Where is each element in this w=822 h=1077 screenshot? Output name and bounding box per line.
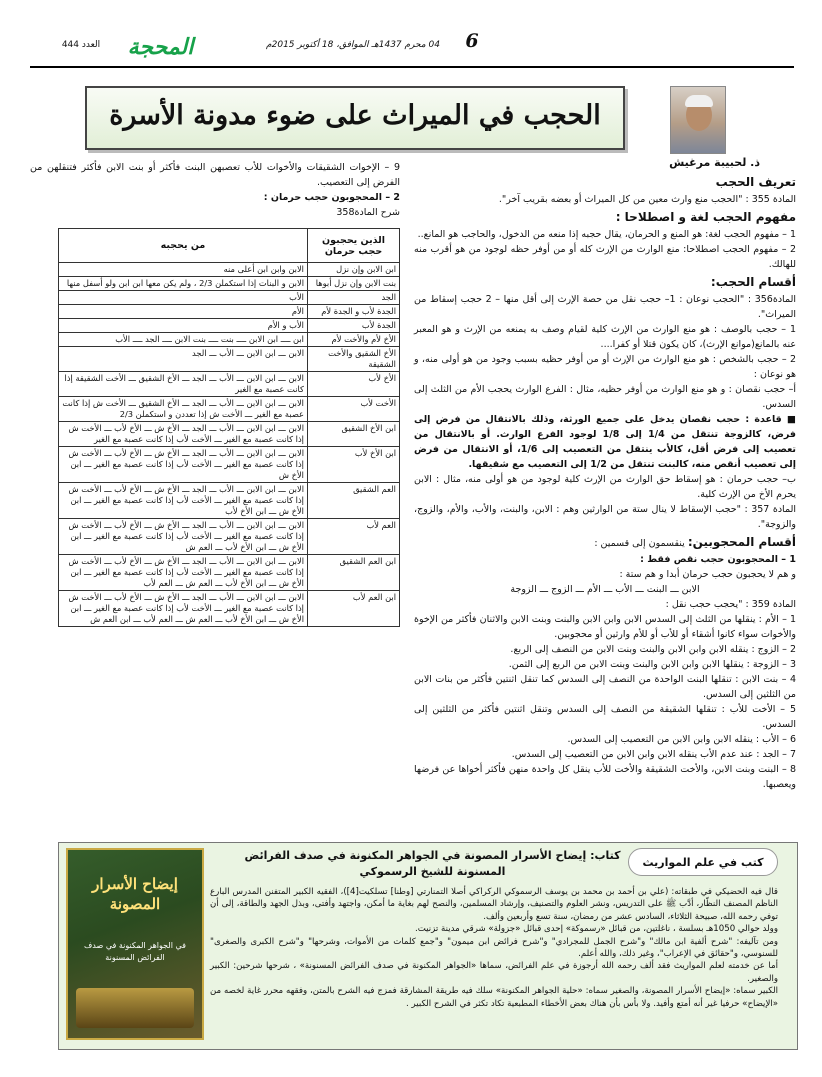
blocker-cell: الابن و البنات إذا استكملن 2/3 ، ولم يكن معها ابن ابن ولو أسفل منها bbox=[59, 277, 308, 291]
hajb-table bbox=[58, 228, 400, 627]
paragraph: 4 – بنت الابن : تنقلها البنت الواحدة من النصف إلى السدس كما تنقل اثنتين فأكثر من بنات الابن من الثلثين إلى السدس. bbox=[414, 674, 796, 700]
paragraph: 1 – حجب بالوصف : هو منع الوارث من الإرث كلية لقيام وصف به يمنعه من الإرث و هو المعبر عنه بالمانع(موانع الإرث)، كان يكون قتلا أو كفرا.... bbox=[414, 324, 796, 350]
section-tag: كتب في علم المواريث bbox=[628, 848, 778, 876]
table-row bbox=[59, 591, 400, 627]
book-paragraph: أما عن خدمته لعلم المواريث فقد ألف رحمه الله أرجوزة في علم الفرائض، سماها «الجواهر المكنونة في صدف الفرائض المسنونة» ، شرحها شرحين: الكبير والصغير. bbox=[210, 961, 778, 984]
right-column bbox=[414, 172, 796, 792]
book-cover-title: إيضاح الأسرار المصونة bbox=[92, 875, 178, 913]
book-title: كتاب: إيضاح الأسرار المصونة في الجواهر المكنونة في صدف الفرائض المسنونة للشيخ الرسموكي bbox=[244, 849, 621, 878]
heir-cell: ابن العم لأب bbox=[308, 591, 400, 627]
table-row bbox=[59, 305, 400, 319]
section-heading: أقسام الحجب: bbox=[710, 275, 796, 289]
table-row bbox=[59, 277, 400, 291]
table-row bbox=[59, 319, 400, 333]
table-row bbox=[59, 397, 400, 422]
table-row bbox=[59, 347, 400, 372]
paragraph: المادة 357 : "حجب الإسقاط لا ينال ستة من الوارثين وهم : الابن، والبنت، والأب، والأم، والزوج، والزوجة". bbox=[414, 504, 796, 530]
blocker-cell: الابن ـــ ابن الابن ـــ الأب ـــ الجد ـــ الأخ ش ـــ الأخ لأب ـــ الأخت ش إذا كانت عصبة مع الغير ـــ الأخت لأب إذا كانت عصبة مع الغير bbox=[59, 422, 308, 447]
blocker-cell: الابن ـــ ابن الابن ـــ الأب ـــ الجد ـــ الأخ ش ـــ الأخ لأب ـــ الأخت ش إذا كانت عصبة مع الغير ـــ الأخت لأب إذا كانت عصبة مع الغير ـــ ابن الأخ ش ـــ ابن الأخ لأب ـــ العم ش ـــ العم لأب bbox=[59, 555, 308, 591]
page-number: 6 bbox=[465, 30, 479, 52]
book-paragraph: وولد حوالي 1050هـ بسلسة ، ناغلتين، من قبائل «رسموكة» إحدى قبائل «جزولة» شرقي مدينة تزنيت. bbox=[415, 924, 778, 935]
paragraph: الابن ـــ البنت ـــ الأب ـــ الأم ـــ الزوج ـــ الزوجة bbox=[510, 584, 700, 595]
blocker-cell: الابن ـــ ابن الابن ـــ الأب ـــ الجد ـــ الأخ ش ـــ الأخ لأب ـــ الأخت ش إذا كانت عصبة مع الغير ـــ الأخت لأب إذا كانت عصبة مع الغير ـــ ابن الأخ ش ـــ ابن الأخ لأب ـــ العم ش bbox=[59, 519, 308, 555]
paragraph-inline: ينقسمون إلى قسمين : bbox=[594, 538, 685, 549]
paragraph: المادة356 : "الحجب نوعان : 1– حجب نقل من حصة الإرث إلى أقل منها – 2 حجب إسقاط من الميراث". bbox=[414, 294, 796, 320]
heir-cell: الجدة لأب و الجدة لأم bbox=[308, 305, 400, 319]
paragraph: 5 – الأخت للأب : تنقلها الشقيقة من النصف إلى السدس وتنقل اثنتين فأكثر من الثلثين إلى السدس. bbox=[414, 704, 796, 730]
section-heading: أقسام المحجوبين: bbox=[687, 535, 796, 549]
paragraph: 1 – مفهوم الحجب لغة: هو المنع و الحرمان، يقال حجبه إذا منعه من الدخول، والحاجب هو المانع.. bbox=[417, 229, 796, 240]
paragraph: 2 – الزوج : ينقله الابن وابن الابن والبنت وبنت الابن من النصف إلى الربع. bbox=[510, 644, 796, 655]
item-2-heading: 2 – المحجوبون حجب حرمان : bbox=[263, 192, 400, 203]
table-row bbox=[59, 555, 400, 591]
table-row bbox=[59, 483, 400, 519]
article-title-box bbox=[85, 86, 625, 150]
blocker-cell: الأب و الأم bbox=[59, 319, 308, 333]
table-header-cell: من يحجبه bbox=[59, 229, 308, 263]
blocker-cell: ابن ــــ ابن الابن ــــ بنت ــــ بنت الابن ــــ الجد ــــ الأب bbox=[59, 333, 308, 347]
blocker-cell: الأم bbox=[59, 305, 308, 319]
paragraph: المادة 359 : "يحجب حجب نقل : bbox=[665, 599, 796, 610]
book-cover-image bbox=[66, 848, 204, 1040]
book-cover-ornament bbox=[76, 988, 194, 1028]
blocker-cell: الابن ـــ ابن الابن ـــ الأب ـــ الجد ـــ الأخ ش ـــ الأخ لأب ـــ الأخت ش إذا كانت عصبة مع الغير ـــ الأخت لأب إذا كانت عصبة مع الغير ـــ ابن الأخ ش bbox=[59, 447, 308, 483]
book-cover-subtitle: في الجواهر المكنونة في صدف الفرائض المسنونة bbox=[83, 941, 187, 962]
article-title: الحجب في الميراث على ضوء مدونة الأسرة bbox=[109, 100, 601, 131]
header-rule bbox=[30, 66, 794, 68]
table-row bbox=[59, 333, 400, 347]
book-paragraph: قال فيه الحضيكي في طبقاته: (علي بن أحمد بن محمد بن يوسف الرسموكي الركراكي أصلا التمنارتي [وطنا] تسلكيت[4])، الفقيه الكبير المتفنن المدرس البارع الناظم المصنف النظّار، أدَّب ﷺ على التدريس، ونشر العلوم والتصنيف، وإرشاد المسلمين، والنصح لهم بغاية ما أمكن، واجتهد وأفتى، وبذل الجهد والطاقة، إلى أن توفي رحمه الله، صبيحة الثلاثاء، السادس عشر من رمضان، سنة تسع وأربعين وألف. bbox=[210, 887, 779, 922]
author-name: ذ. لحبيبة مرغيش bbox=[669, 156, 760, 169]
heir-cell: ابن الأخ الشقيق bbox=[308, 422, 400, 447]
table-header-row bbox=[59, 229, 400, 263]
heir-cell: الأخ الشقيق والأخت الشقيقة bbox=[308, 347, 400, 372]
issue-date: 04 محرم 1437هـ الموافق، 18 أكتوبر 2015م bbox=[266, 40, 440, 50]
table-row bbox=[59, 372, 400, 397]
table-row bbox=[59, 447, 400, 483]
table-row bbox=[59, 291, 400, 305]
heir-cell: الجد bbox=[308, 291, 400, 305]
table-header-cell: الذين يحجبون حجب حرمان bbox=[308, 229, 400, 263]
book-paragraph: ومن تآليفه: "شرح ألفية ابن مالك" و"شرح الجمل للمجرادي" و"شرح فرائض ابن ميمون" و"جمع كلمات من الأموات، وشرحها" و"شرح الكبرى والصغرى" للسنوسي، و"حقائق في الإعراب"، وغير ذلك، والله أعلم. bbox=[210, 936, 778, 960]
article-explain: شرح المادة358 bbox=[336, 207, 400, 218]
rule-paragraph: ■ قاعدة : حجب نقصان يدخل على جميع الورثة، وذلك بالانتقال من فرض إلى فرض، كالزوجة تنتقل من 1/4 إلى 1/8 لوجود الفرع الوارث. أو بالانتقال من تعصيب إلى فرض أقل، كالأب ينتقل من التعصيب إلى 1/6، أو الانتقال من فرض إلى تعصيب أنقص منه، كالبنت تنتقل من 1/2 إلى التعصيب مع شقيقها. bbox=[414, 414, 796, 470]
paragraph: 1 – المحجوبون حجب نقص فقط : bbox=[640, 554, 796, 565]
paragraph: 2 – حجب بالشخص : هو منع الوارث من الإرث أو من أوفر حظيه بسبب وجود من هو أولى منه، و هو نوعان : bbox=[414, 354, 796, 380]
issue-number: العدد 444 bbox=[61, 40, 101, 50]
blocker-cell: الابن وابن ابن أعلى منه bbox=[59, 263, 308, 277]
section-heading: مفهوم الحجب لغة و اصطلاحا : bbox=[615, 210, 796, 224]
heir-cell: العم الشقيق bbox=[308, 483, 400, 519]
heir-cell: الأخ لأم والأخت لأم bbox=[308, 333, 400, 347]
blocker-cell: الابن ـــ ابن الابن ـــ الأب ـــ الجد ـــ الأخ ش ـــ الأخ لأب ـــ الأخت ش إذا كانت عصبة مع الغير ـــ الأخت لأب إذا كانت عصبة مع الغير ـــ ابن الأخ ش ـــ ابن الأخ لأب ـــ العم ش ـــ العم لأب ـــ ابن العم ش bbox=[59, 591, 308, 627]
paragraph: ب– حجب حرمان : هو إسقاط حق الوارث من الإرث كلية لوجود من هو أولى منه، مثال : الابن يحرم الأخ من الإرث كلية. bbox=[414, 474, 796, 500]
blocker-cell: الابن ـــ ابن الابن ـــ الأب ـــ الجد ـــ الأخ ش ـــ الأخ لأب ـــ الأخت ش إذا كانت عصبة مع الغير ـــ الأخت لأب إذا كانت عصبة مع الغير ـــ ابن الأخ ش ـــ ابن الأخ لأب bbox=[59, 483, 308, 519]
author-photo bbox=[670, 86, 726, 154]
blocker-cell: الابن ـــ ابن الابن ـــ الأب ـــ الجد ـــ الأخ الشقيق ـــ الأخت ش إذا كانت عصبة مع الغير ـــ الأخت ش إذا تعددن و استكملن 2/3 bbox=[59, 397, 308, 422]
blocker-cell: الابن ـــ ابن الابن ـــ الأب ـــ الجد bbox=[59, 347, 308, 372]
left-intro bbox=[30, 160, 400, 220]
paragraph: 7 – الجد : عند عدم الأب ينقله الابن وابن الابن من التعصيب إلى السدس. bbox=[511, 749, 796, 760]
paragraph: و هم لا يحجبون حجب حرمان أبدا و هم ستة : bbox=[619, 569, 796, 580]
heir-cell: ابن العم الشقيق bbox=[308, 555, 400, 591]
table-body bbox=[59, 263, 400, 627]
paragraph: 1 – الأم : ينقلها من الثلث إلى السدس الابن وابن الابن والبنت وبنت الابن والاثنان فأكثر من الإخوة والأخوات سواء كانوا أشقاء أو للأب أو للأم وارثين أو محجوبين. bbox=[414, 614, 796, 640]
heir-cell: ابن الأخ لأب bbox=[308, 447, 400, 483]
paragraph: 8 – البنت وبنت الابن، والأخت الشقيقة والأخت للأب ينقل كل واحدة منهن فأكثر أخواها عن فرضها ويعصبها. bbox=[414, 764, 796, 790]
heir-cell: الأخت لأب bbox=[308, 397, 400, 422]
heir-cell: الأخ لأب bbox=[308, 372, 400, 397]
paragraph: أ– حجب نقصان : و هو منع الوارث من أوفر حظيه، مثال : الفرع الوارث يحجب الأم من الثلث إلى السدس. bbox=[414, 384, 796, 410]
table-row bbox=[59, 519, 400, 555]
newspaper-logo: المحجة bbox=[127, 34, 194, 60]
paragraph: 3 – الزوجة : ينقلها الابن وابن الابن والبنت وبنت الابن من الربع إلى الثمن. bbox=[508, 659, 796, 670]
book-paragraph: الكبير سماه: «إيضاح الأسرار المصونة، والصغير سماه: «حلية الجواهر المكنونة» سلك فيه طريقة المشارقة فمزج فيه الشرح بالمتن، وفقهه محرر غاية لخصه من «الإيضاح» حرفيا غير أنه أمتع وأفيد. ولا بأس بأن هناك بعض الأخطاء المطبعية تكاد تكثر في الشرح الكبير . bbox=[210, 986, 778, 1009]
paragraph: المادة 355 : "الحجب منع وارث معين من كل الميراث أو بعضه بقريب آخر". bbox=[498, 194, 796, 205]
table-row bbox=[59, 263, 400, 277]
paragraph: 6 – الأب : ينقله الابن وابن الابن من التعصيب إلى السدس. bbox=[567, 734, 796, 745]
heir-cell: ابن الابن وإن نزل bbox=[308, 263, 400, 277]
item-9: 9 – الإخوات الشقيقات والأخوات للأب تعصبهن البنت فأكثر أو بنت الابن فأكثر فتنقلهن من الفرض إلى التعصيب. bbox=[30, 162, 400, 188]
heir-cell: الجدة لأب bbox=[308, 319, 400, 333]
heir-cell: بنت الابن وإن نزل أبوها bbox=[308, 277, 400, 291]
blocker-cell: الابن ـــ ابن الابن ـــ الأب ـــ الجد ـــ الأخ الشقيق ـــ الأخت الشقيقة إذا كانت عصبة مع الغير bbox=[59, 372, 308, 397]
section-heading: تعريف الحجب bbox=[715, 175, 796, 189]
table-row bbox=[59, 422, 400, 447]
paragraph: 2 – مفهوم الحجب اصطلاحا: منع الوارث من الإرث كله أو من أوفر حظه لوجود من هو أقرب منه للهالك. bbox=[414, 244, 796, 270]
heir-cell: العم لأب bbox=[308, 519, 400, 555]
blocker-cell: الأب bbox=[59, 291, 308, 305]
book-description bbox=[210, 886, 778, 1010]
